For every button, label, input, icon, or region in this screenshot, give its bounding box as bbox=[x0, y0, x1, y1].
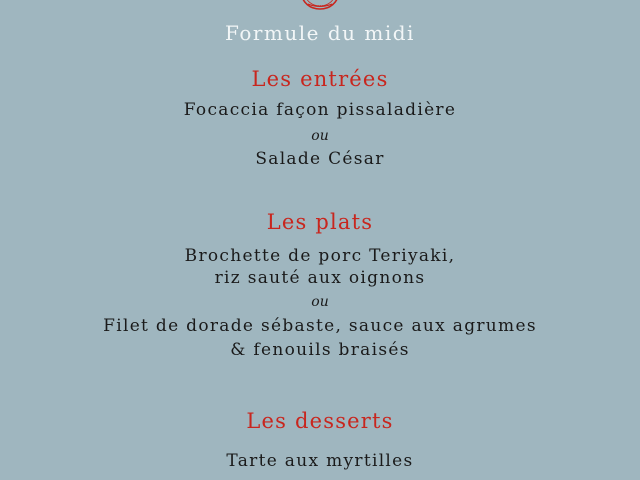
section-title-entrees: Les entrées bbox=[251, 67, 389, 91]
restaurant-logo bbox=[300, 0, 340, 10]
section-title-plats: Les plats bbox=[266, 210, 374, 234]
section-title-desserts: Les desserts bbox=[246, 409, 394, 433]
dish-dessert-1: Tarte aux myrtilles bbox=[226, 451, 414, 471]
or-separator: ou bbox=[311, 128, 329, 144]
dish-plat-2-line-2: & fenouils braisés bbox=[230, 340, 410, 360]
or-separator: ou bbox=[311, 294, 329, 310]
dish-plat-1-line-1: Brochette de porc Teriyaki, bbox=[184, 246, 456, 266]
menu-title: Formule du midi bbox=[225, 21, 415, 45]
dish-entree-1: Focaccia façon pissaladière bbox=[183, 100, 457, 120]
dish-entree-2: Salade César bbox=[255, 149, 385, 169]
dish-plat-1-line-2: riz sauté aux oignons bbox=[214, 268, 426, 288]
dish-plat-2-line-1: Filet de dorade sébaste, sauce aux agrumes bbox=[103, 316, 537, 336]
